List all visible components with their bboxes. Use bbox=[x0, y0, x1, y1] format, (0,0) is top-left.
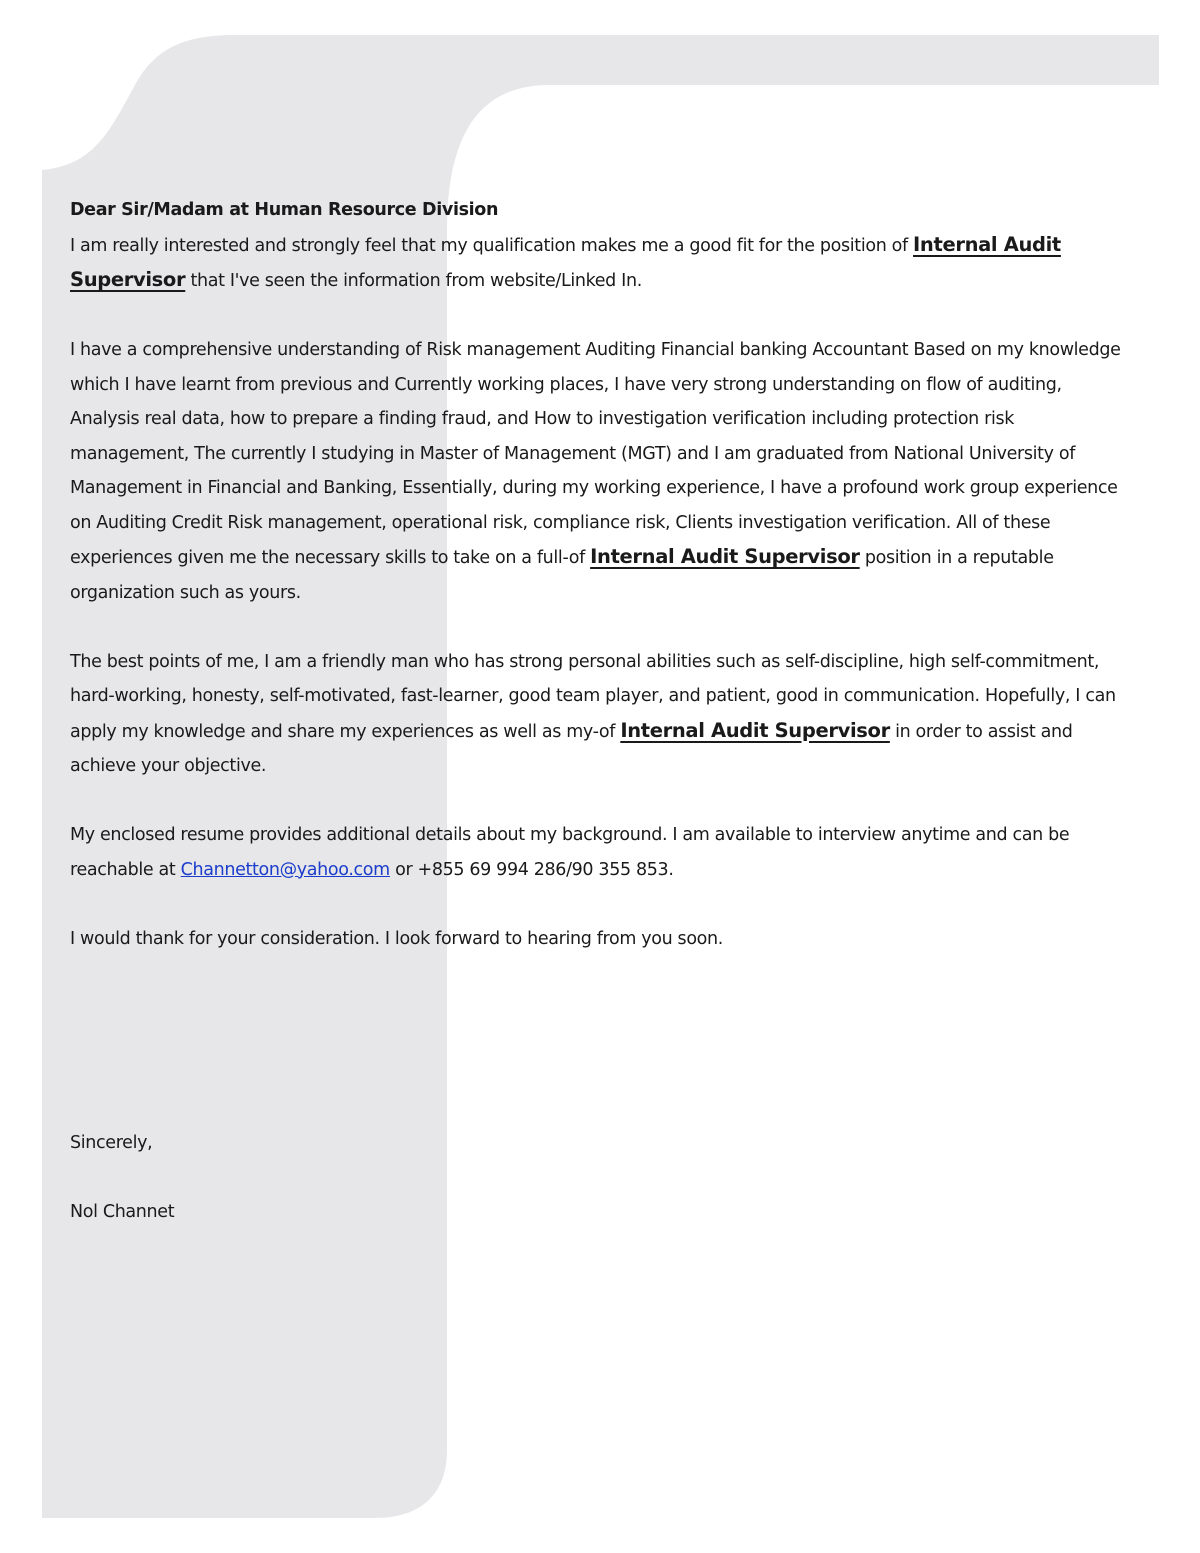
strengths-end-text: in order to assist and achieve your objective. bbox=[70, 721, 1073, 776]
position-title: Internal Audit Supervisor bbox=[590, 545, 860, 568]
position-title: Internal Audit Supervisor bbox=[70, 232, 1061, 291]
experience-paragraph bbox=[70, 333, 1132, 610]
intro-end-text: that I've seen the information from website/Linked In. bbox=[185, 271, 642, 291]
intro-paragraph bbox=[70, 193, 1132, 299]
cover-letter bbox=[70, 193, 1132, 1264]
contact-paragraph bbox=[70, 818, 1132, 887]
intro-text: I am really interested and strongly feel that my qualification makes me a good fit for the position of bbox=[70, 235, 914, 256]
experience-end-text: position in a reputable organization such as yours. bbox=[70, 548, 1054, 603]
strengths-text: The best points of me, I am a friendly man who has strong personal abilities such as self-discipline, high self-commitment, hard-working, honesty, self-motivated, fast-learner, good team player, and patient, good in communication. Hopefully, I can apply my knowledge and share my experiences as well as my-of bbox=[70, 651, 1116, 742]
closing: Sincerely, bbox=[70, 1133, 153, 1153]
thanks-paragraph: I would thank for your consideration. I look forward to hearing from you soon. bbox=[70, 928, 723, 949]
contact-text: My enclosed resume provides additional details about my background. I am available to interview anytime and can be reachable at bbox=[70, 825, 1070, 880]
salutation: Dear Sir/Madam at Human Resource Division bbox=[70, 200, 499, 220]
signature-name: Nol Channet bbox=[70, 1202, 175, 1222]
phone-text: or +855 69 994 286/90 355 853. bbox=[389, 859, 674, 880]
position-title: Internal Audit Supervisor bbox=[620, 718, 890, 742]
email-link[interactable]: Channetton@yahoo.com bbox=[180, 859, 390, 880]
experience-text: I have a comprehensive understanding of Risk management Auditing Financial banking Accountant Based on my knowledge which I have learnt from previous and Currently working places, I have very strong understanding on flow of auditing, Analysis real data, how to prepare a finding fraud, and How to investigation verification including protection risk management, The currently I studying in Master of Management (MGT) and I am graduated from National University of Management in Financial and Banking, Essentially, during my working experience, I have a profound work group experience on Auditing Credit Risk management, operational risk, compliance risk, Clients investigation verification. All of these experiences given me the necessary skills to take on a full-of bbox=[70, 340, 1121, 568]
strengths-paragraph bbox=[70, 645, 1132, 784]
